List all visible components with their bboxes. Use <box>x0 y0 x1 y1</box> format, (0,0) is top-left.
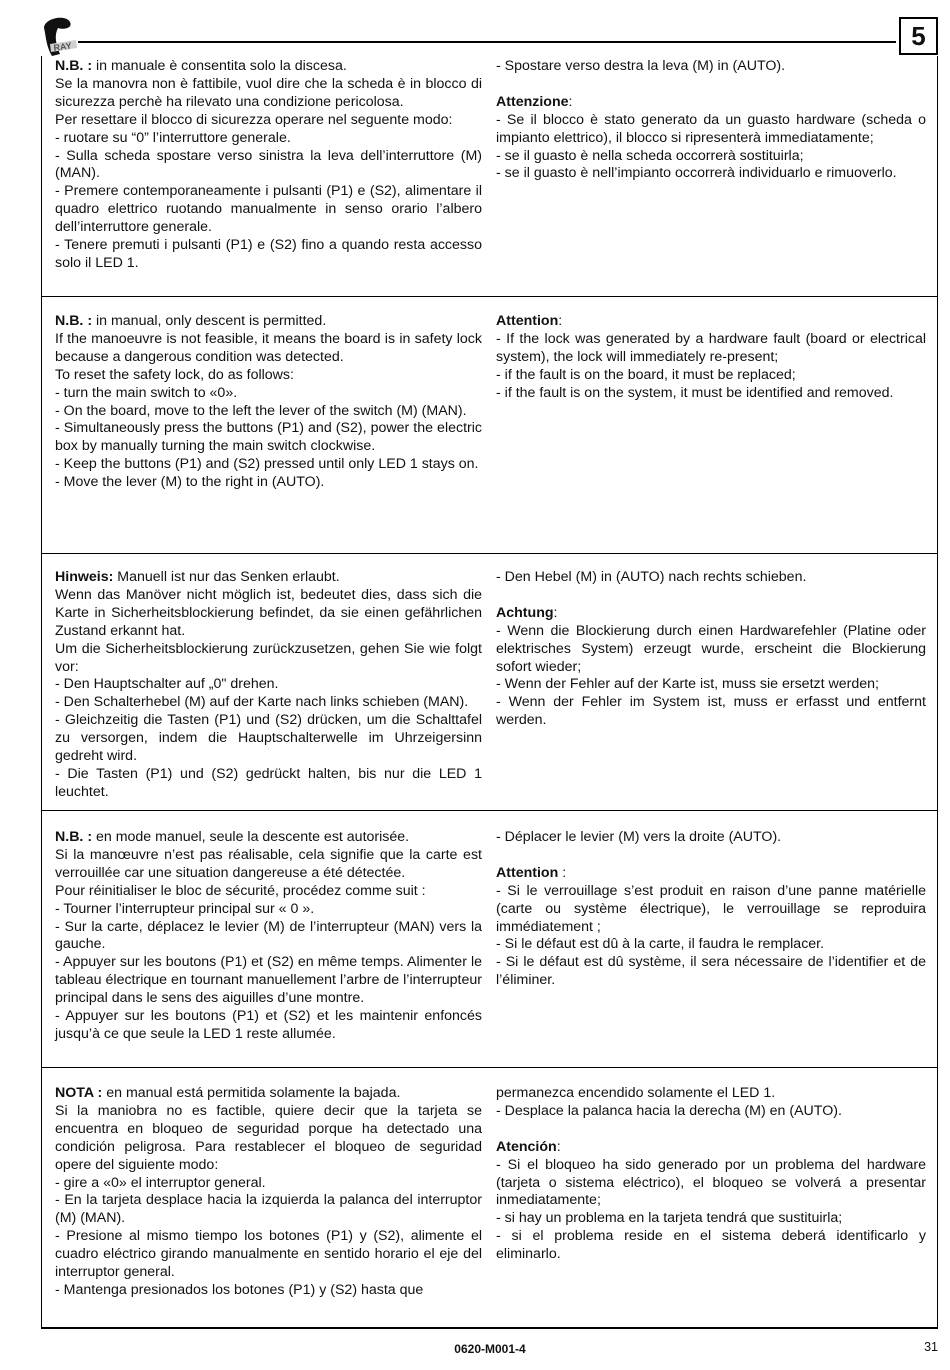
section-number-box: 5 <box>899 17 938 55</box>
spanish-left-label: NOTA : <box>55 1085 103 1101</box>
german-left-column <box>55 569 482 802</box>
english-left-column <box>55 313 482 492</box>
english-left-label: N.B. : <box>55 313 93 329</box>
french-right-pre: - Déplacer le levier (M) vers la droite (AUTO). <box>496 829 782 845</box>
german-right-pre: - Den Hebel (M) in (AUTO) nach rechts schieben. <box>496 569 807 585</box>
spanish-right-column <box>496 1085 926 1264</box>
german-right-label: Achtung <box>496 604 554 621</box>
italian-right-label: Attenzione <box>496 93 569 110</box>
english-right-text: : - If the lock was generated by a hardware fault (board or electrical system), the lock will immediately re-present; - if the fault is on the board, it must be replaced; - if the fault is on the system, it must be identified and removed. <box>496 313 926 401</box>
brand-logo-icon <box>40 14 80 60</box>
english-right-column <box>496 313 926 403</box>
italian-right-column <box>496 58 926 183</box>
french-left-text: en mode manuel, seule la descente est autorisée. Si la manœuvre n’est pas réalisable, cela signifie que la carte est verrouillée car une situation dangereuse a été détectée. Pour réinitialiser le bloc de sécurité, procédez comme suit : - Tourner l’interrupteur principal sur « 0 ». - Sur la carte, déplacez le levier (M) de l’interrupteur (MAN) vers la gauche. - Appuyer sur les boutons (P1) et (S2) en même temps. Alimenter le tableau électrique en tournant manuellement l’arbre de l’interrupteur principal dans le sens des aiguilles d’une montre. - Appuyer sur les boutons (P1) et (S2) et les maintenir enfoncés jusqu’à ce que seule la LED 1 reste allumée. <box>55 829 482 1042</box>
italian-left-label: N.B. : <box>55 58 93 74</box>
section-divider <box>42 810 937 811</box>
italian-left-text: in manuale è consentita solo la discesa. Se la manovra non è fattibile, vuol dire che la scheda è in blocco di sicurezza perchè ha rilevato una condizione pericolosa. Per resettare il blocco di sicurezza operare nel seguente modo: - ruotare su “0” l’interruttore generale. - Sulla scheda spostare verso sinistra la leva dell’interruttore (M) (MAN). - Premere contemporaneamente i pulsanti (P1) e (S2), alimentare il quadro elettrico ruotando manualmente in senso orario l’albero dell’interruttore generale. - Tenere premuti i pulsanti (P1) e (S2) fino a quando resta accesso solo il LED 1. <box>55 58 482 271</box>
french-left-label: N.B. : <box>55 829 93 845</box>
spanish-left-column <box>55 1085 482 1300</box>
section-divider <box>42 1067 937 1068</box>
german-right-column <box>496 569 926 730</box>
french-right-column <box>496 829 926 990</box>
french-right-label: Attention <box>496 864 559 881</box>
english-left-text: in manual, only descent is permitted. If the manoeuvre is not feasible, it means the board is in safety lock because a dangerous condition was detected. To reset the safety lock, do as follows: - turn the main switch to «0». - On the board, move to the left the lever of the switch (M) (MAN). - Simultaneously press the buttons (P1) and (S2), power the electric box by manually turning the main switch clockwise. - Keep the buttons (P1) and (S2) pressed until only LED 1 stays on. - Move the lever (M) to the right in (AUTO). <box>55 313 482 491</box>
german-left-label: Hinweis: <box>55 569 114 585</box>
header-rule <box>78 41 896 43</box>
spanish-right-label: Atención <box>496 1138 557 1155</box>
german-right-text: : - Wenn die Blockierung durch einen Hardwarefehler (Platine oder elektrisches System) erzeugt wurde, erscheint die Blockierung sofort wieder; - Wenn der Fehler auf der Karte ist, muss sie ersetzt werden; - Wenn der Fehler im System ist, muss er erfasst und entfernt werden. <box>496 604 926 729</box>
italian-right-text: : - Se il blocco è stato generato da un guasto hardware (scheda o impianto elettrico), il blocco si ripresenterà immediatamente; - se il guasto è nella scheda occorrerà sostituirla; - se il guasto è nell’impianto occorrerà individuarlo e rimuoverlo. <box>496 93 926 182</box>
spanish-left-text: en manual está permitida solamente la bajada. Si la maniobra no es factible, quiere decir que la tarjeta se encuentra en bloqueo de seguridad porque ha detectado una condición peligrosa. Para restablecer el bloqueo de seguridad opere del siguiente modo: - gire a «0» el interruptor general. - En la tarjeta desplace hacia la izquierda la palanca del interruptor (M) (MAN). - Presione al mismo tiempo los botones (P1) y (S2), alimente el cuadro eléctrico girando manualmente en sentido horario el eje del interruptor general. - Mantenga presionados los botones (P1) y (S2) hasta que <box>55 1085 482 1298</box>
italian-right-pre: - Spostare verso destra la leva (M) in (AUTO). <box>496 58 786 74</box>
italian-left-column <box>55 58 482 273</box>
document-code: 0620-M001-4 <box>454 1342 526 1356</box>
page-number: 31 <box>924 1340 938 1354</box>
content-frame <box>41 56 938 1329</box>
section-divider <box>42 553 937 554</box>
svg-text:RAY: RAY <box>52 40 73 53</box>
english-right-label: Attention <box>496 313 559 329</box>
german-left-text: Manuell ist nur das Senken erlaubt. Wenn das Manöver nicht möglich ist, bedeutet dies, dass sich die Karte in Sicherheitsblockierung befindet, da sie einen gefährlichen Zustand erkannt hat. Um die Sicherheitsblockierung zurückzusetzen, gehen Sie wie folgt vor: - Den Hauptschalter auf „0" drehen. - Den Schalterhebel (M) auf der Karte nach links schieben (MAN). - Gleichzeitig die Tasten (P1) und (S2) drücken, um die Schalttafel zu versorgen, indem die Hauptschalterwelle im Uhrzeigersinn gedreht wird. - Die Tasten (P1) und (S2) gedrückt halten, bis nur die LED 1 leuchtet. <box>55 569 482 800</box>
spanish-right-text: : - Si el bloqueo ha sido generado por un problema del hardware (tarjeta o sistema eléctrico), el bloqueo se volverá a presentar inmediatamente; - si hay un problema en la tarjeta tendrá que sustituirla; - si el problema reside en el sistema deberá identificarlo y eliminarlo. <box>496 1138 926 1263</box>
french-right-text: : - Si le verrouillage s’est produit en raison d’une panne matérielle (carte ou système électrique), le verrouillage se reproduira immédiatement ; - Si le défaut est dû à la carte, il faudra le remplacer. - Si le défaut est dû système, il sera nécessaire de l’identifier et de l’éliminer. <box>496 864 926 989</box>
section-divider <box>42 296 937 297</box>
spanish-right-pre: permanezca encendido solamente el LED 1. - Desplace la palanca hacia la derecha (M) en (AUTO). <box>496 1085 842 1119</box>
french-left-column <box>55 829 482 1044</box>
